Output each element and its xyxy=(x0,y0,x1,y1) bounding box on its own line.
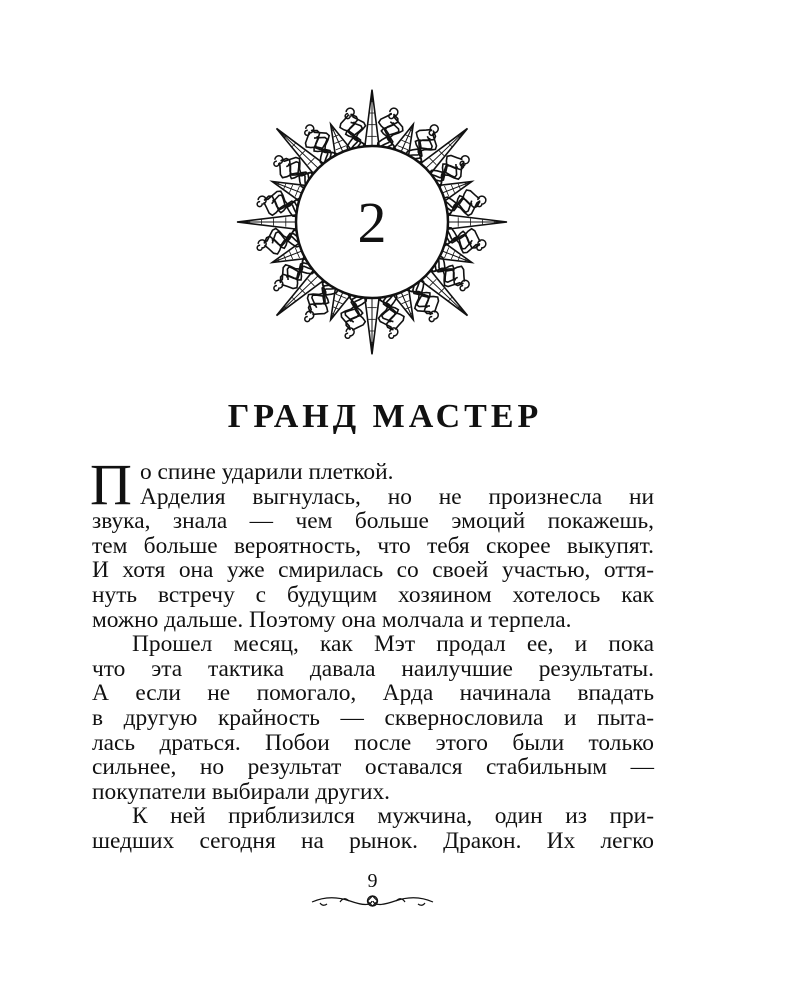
page-number: 9 xyxy=(367,870,378,892)
text-line: А если не помогало, Арда начинала впадать xyxy=(92,680,654,707)
text-line: лась драться. Побои после этого были только xyxy=(92,729,654,756)
text-line: в другую крайность — сквернословила и пыта- xyxy=(92,704,654,731)
flourish-ornament-icon xyxy=(310,890,435,910)
text-line: сильнее, но результат оставался стабильным — xyxy=(92,754,654,781)
text-line: можно дальше. Поэтому она молчала и терпела. xyxy=(92,606,572,633)
text-line: Арделия выгнулась, но не произнесла ни xyxy=(140,483,654,510)
text-line: шедших сегодня на рынок. Дракон. Их легко xyxy=(92,827,654,854)
text-line: К ней приблизился мужчина, один из при- xyxy=(132,803,654,830)
text-line: что эта тактика давала наилучшие результаты. xyxy=(92,655,654,682)
body-text xyxy=(90,452,654,854)
text-line: покупатели выбирали других. xyxy=(92,778,391,805)
chapter-number: 2 xyxy=(357,190,387,255)
text-line: И хотя она уже смирилась со своей участью, оття- xyxy=(92,557,654,584)
text-line: тем больше вероятность, что тебя скорее выкупят. xyxy=(92,532,654,559)
sun-ornament-icon xyxy=(190,82,570,364)
chapter-title: ГРАНД МАСТЕР xyxy=(227,398,543,435)
drop-cap: П xyxy=(90,452,132,517)
text-line: звука, знала — чем больше эмоций покажешь, xyxy=(92,508,654,535)
text-line: Прошел месяц, как Мэт продал ее, и пока xyxy=(132,631,654,658)
text-line: о спине ударили плеткой. xyxy=(140,459,394,485)
text-line: нуть встречу с будущим хозяином хотелось как xyxy=(92,581,654,608)
